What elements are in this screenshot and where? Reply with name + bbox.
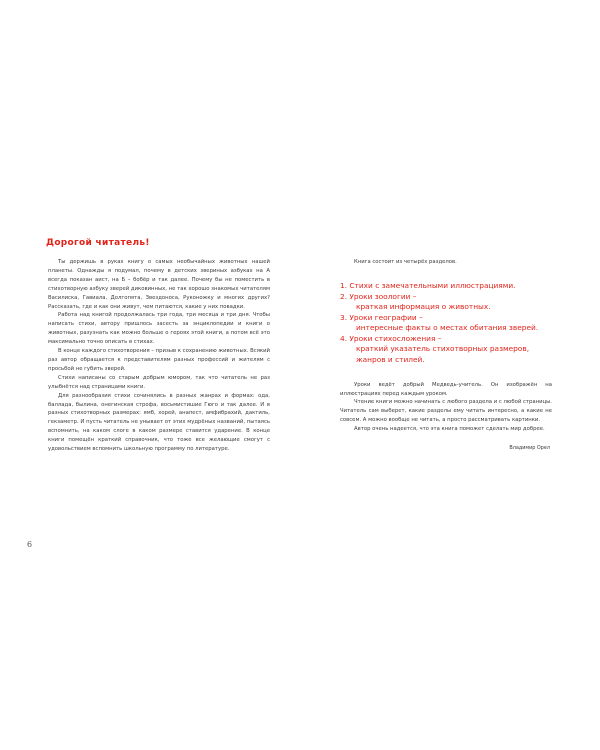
author-signature: Владимир Орел xyxy=(509,445,550,452)
left-column-text xyxy=(48,258,270,454)
section-subtitle: интересные факты о местах обитания зверей. xyxy=(356,323,539,333)
section-item xyxy=(340,292,552,313)
left-paragraph: В конце каждого стихотворения – призыв к сохранению животных. Всякий раз автор обращается к представителям разных профессий и жителям с просьбой не губить зверей. xyxy=(48,348,270,372)
left-paragraph: Стихи написаны со старым добрым юмором, так что читатель не раз улыбнётся над страницами книги. xyxy=(48,374,270,390)
section-item xyxy=(340,334,552,366)
section-subtitle: краткий указатель стихотворных размеров, жанров и стилей. xyxy=(356,344,530,365)
section-title: 3. Уроки географии – xyxy=(340,312,423,322)
page-heading: Дорогой читатель! xyxy=(46,238,150,248)
right-column xyxy=(340,258,552,453)
note-paragraph: Автор очень надеется, что эта книга поможет сделать мир добрее. xyxy=(354,426,545,433)
notes-text xyxy=(340,381,552,434)
section-subtitle: краткая информация о животных. xyxy=(356,302,491,312)
left-paragraph: Работа над книгой продолжалась три года, три месяца и три дня. Чтобы написать стихи, автору пришлось засесть за энциклопедии и книги о животных, разузнать как можно больше о героях этой книги, а потом всё это максимально точно описать в стихах. xyxy=(48,312,270,346)
sections-intro: Книга состоит из четырёх разделов. xyxy=(354,259,457,265)
sections-list xyxy=(340,281,552,366)
note-paragraph: Чтение книги можно начинать с любого раздела и с любой страницы. Читатель сам выберет, какие разделы ему читать интересно, а какие не совсем. А можно вообще не читать, а просто рассматривать картинки. xyxy=(340,399,552,424)
section-item xyxy=(340,313,552,334)
section-item xyxy=(340,281,552,292)
left-paragraph: Для разнообразия стихи сочинялись в разных жанрах и формах: ода, баллада, былина, онегинская строфа, восьмистишие Гюго и так далее. И в разных стихотворных размерах: ямб, хорей, анапест, амфибрахий, дактиль, гекзаметр. И пусть читатель не унывает от этих мудрёных названий, пытаясь вспомнить, на каком слоге в каком размере ставится ударение. В конце книги помещён краткий справочник, что тоже все желающие смогут с удовольствием вспомнить школьную программу по литературе. xyxy=(48,392,270,453)
left-paragraph: Ты держишь в руках книгу о самых необычайных животных нашей планеты. Однажды я подумал, почему в детских звериных азбуках на А всегда показан аист, на Б – бобёр и так далее. Почему бы не поместить в стихотворную азбуку зверей диковинных, не так хорошо знакомых читателям Василиска, Гавиала, Долгопята, Звездоноса, Руконожку и многих других? Рассказать, где и как они живут, чем питаются, какие у них повадки. xyxy=(48,259,270,310)
section-title: 2. Уроки зоологии – xyxy=(340,291,417,301)
section-title: 4. Уроки стихосложения – xyxy=(340,333,442,343)
section-title: 1. Стихи с замечательными иллюстрациями. xyxy=(340,280,516,290)
note-paragraph: Уроки ведёт добрый Медведь-учитель. Он изображён на иллюстрациях перед каждым уроком. xyxy=(340,381,552,397)
page-number: 6 xyxy=(27,540,33,549)
